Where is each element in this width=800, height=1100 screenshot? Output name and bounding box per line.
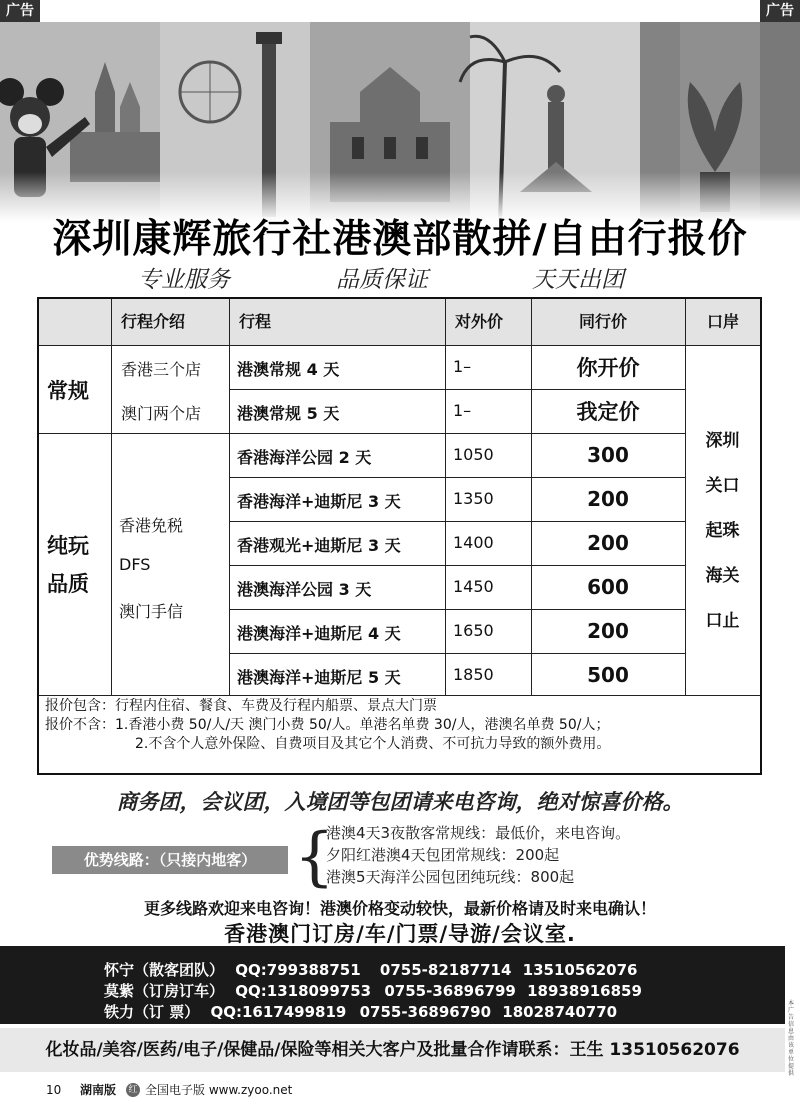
advantage-label: 优势线路：（只接内地客） [52, 846, 288, 874]
price-table [37, 297, 762, 775]
port-line-4: 海关 [705, 566, 740, 586]
edition-badge-icon: 红 [126, 1083, 140, 1097]
landmark-illustration [0, 22, 800, 222]
route-regular-4d: 港澳常规 4 天 [237, 360, 340, 379]
slogan-2: 品质保证 [336, 267, 428, 293]
page-footer [0, 1080, 800, 1100]
port-line-1: 深圳 [705, 431, 740, 451]
contact-mobile: 18028740770 [502, 1003, 618, 1021]
contact-tel: 0755-36896799 [384, 982, 516, 1000]
contact-name: 铁力（订 票） [104, 1003, 200, 1021]
public-price-regular-4d: 1– [453, 357, 472, 376]
advantage-list [326, 822, 630, 888]
price-notes [45, 697, 760, 754]
header-route: 行程 [239, 312, 272, 331]
page-title: 深圳康辉旅行社港澳部散拼/自由行报价 [52, 217, 748, 262]
category-regular: 常规 [47, 379, 89, 403]
public-price-premium-3: 1400 [453, 533, 494, 552]
site-label: 全国电子版 www.zyoo.net [145, 1083, 293, 1097]
public-price-premium-5: 1650 [453, 621, 494, 640]
group-tour-headline: 商务团，会议团，入境团等包团请来电咨询，绝对惊喜价格。 [116, 790, 684, 814]
page-number: 10 [46, 1083, 62, 1097]
slogan-row [0, 261, 800, 291]
route-premium-3: 香港观光+迪斯尼 3 天 [237, 536, 401, 555]
contact-qq: QQ:799388751 [235, 961, 361, 979]
contact-mobile: 18938916859 [527, 982, 642, 1000]
contact-row-3 [104, 1002, 617, 1022]
category-premium: 纯玩 品质 [47, 534, 89, 596]
slogan-1: 专业服务 [138, 267, 230, 293]
regular-intro-2: 澳门两个店 [121, 404, 202, 423]
public-price-premium-1: 1050 [453, 445, 494, 464]
contact-name: 莫紫（订房订车） [104, 982, 225, 1000]
side-disclaimer: 本广告信息由该单位提供 [788, 1000, 795, 1077]
port-line-3: 起珠 [705, 521, 740, 541]
trade-price-premium-4: 600 [587, 575, 629, 599]
route-premium-6: 港澳海洋+迪斯尼 5 天 [237, 668, 401, 687]
public-price-premium-2: 1350 [453, 489, 494, 508]
slogan-3: 天天出团 [532, 267, 624, 293]
note-included: 报价包含：行程内住宿、餐食、车费及行程内船票、景点大门票 [45, 698, 437, 714]
trade-price-premium-6: 500 [587, 663, 629, 687]
advantage-item-1: 港澳4天3夜散客常规线：最低价，来电咨询。 [326, 824, 631, 842]
advantage-item-2: 夕阳红港澳4天包团常规线：200起 [326, 846, 560, 864]
note-excluded-2: 2.不含个人意外保险、自费项目及其它个人消费、不可抗力导致的额外费用。 [135, 736, 611, 752]
port-line-5: 口止 [705, 611, 740, 631]
route-premium-2: 香港海洋+迪斯尼 3 天 [237, 492, 401, 511]
trade-price-we-set: 我定价 [576, 400, 640, 424]
trade-price-you-offer: 你开价 [576, 356, 640, 380]
contact-tel: 0755-82187714 [379, 961, 512, 979]
contact-mobile: 13510562076 [522, 961, 638, 979]
note-excluded: 报价不含：1.香港小费 50/人/天 澳门小费 50/人。单港名单费 30/人，港澳名单费 50/人； [45, 717, 610, 733]
trade-price-premium-1: 300 [587, 443, 629, 467]
ad-tag-right: 广告 [760, 0, 800, 22]
bulk-cooperation-bar: 化妆品/美容/医药/电子/保健品/保险等相关大客户及批量合作请联系：王生 13510562076 [0, 1028, 785, 1072]
contact-qq: QQ:1617499819 [210, 1003, 347, 1021]
ad-tag-left: 广告 [0, 0, 40, 22]
contact-name: 怀宁（散客团队） [104, 961, 225, 979]
premium-intro-3: 澳门手信 [119, 602, 184, 621]
contact-row-1 [104, 960, 637, 980]
header-port: 口岸 [707, 312, 740, 331]
port-line-2: 关口 [705, 476, 740, 496]
header-trade-price: 同行价 [579, 312, 628, 331]
premium-intro-2: DFS [119, 555, 151, 574]
premium-intro-1: 香港免税 [119, 516, 184, 535]
public-price-premium-6: 1850 [453, 665, 494, 684]
edition-label: 湖南版 [80, 1083, 117, 1097]
trade-price-premium-2: 200 [587, 487, 629, 511]
route-regular-5d: 港澳常规 5 天 [237, 404, 340, 423]
services-text: 香港澳门订房/车/门票/导游/会议室. [224, 922, 576, 946]
header-intro: 行程介绍 [121, 312, 186, 331]
contact-row-2 [104, 981, 642, 1001]
public-price-premium-4: 1450 [453, 577, 494, 596]
contact-tel: 0755-36896790 [359, 1003, 492, 1021]
landmark-photo-banner [0, 22, 800, 222]
route-premium-1: 香港海洋公园 2 天 [237, 448, 372, 467]
header-public-price: 对外价 [455, 312, 504, 331]
trade-price-premium-5: 200 [587, 619, 629, 643]
regular-intro-1: 香港三个店 [121, 360, 202, 379]
advantage-item-3: 港澳5天海洋公园包团纯玩线：800起 [326, 868, 575, 886]
trade-price-premium-3: 200 [587, 531, 629, 555]
brace-icon: { [294, 820, 335, 894]
public-price-regular-5d: 1– [453, 401, 472, 420]
more-info-text: 更多线路欢迎来电咨询！港澳价格变动较快，最新价格请及时来电确认！ [143, 899, 656, 918]
contact-bar [0, 946, 785, 1024]
contact-qq: QQ:1318099753 [235, 982, 372, 1000]
port-column [685, 419, 760, 644]
route-premium-5: 港澳海洋+迪斯尼 4 天 [237, 624, 401, 643]
route-premium-4: 港澳海洋公园 3 天 [237, 580, 372, 599]
